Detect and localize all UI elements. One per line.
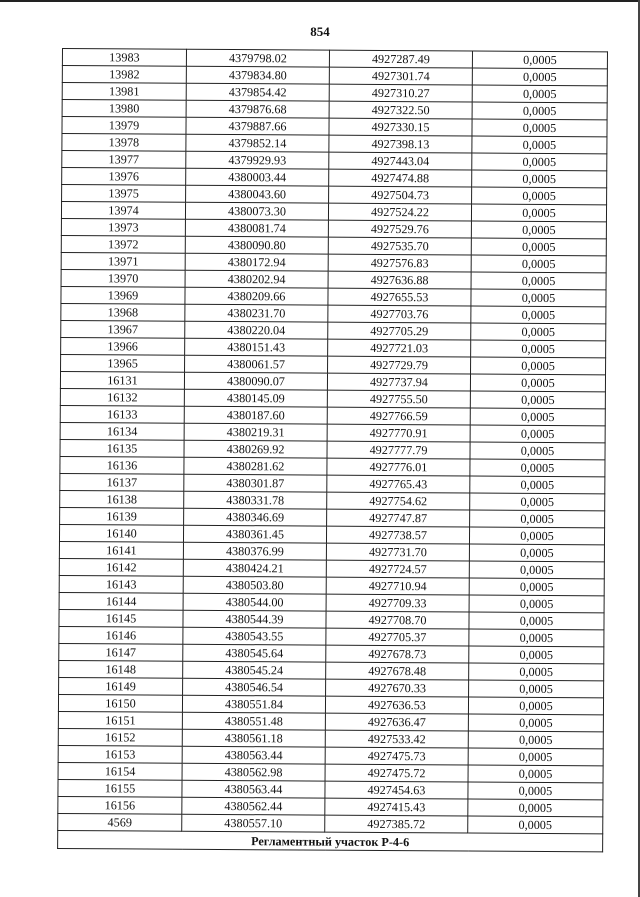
x-coordinate-cell: 4380331.78: [184, 491, 327, 509]
accuracy-cell: 0,0005: [472, 102, 607, 120]
point-number-cell: 16154: [58, 762, 182, 780]
x-coordinate-cell: 4380376.99: [183, 542, 326, 560]
accuracy-cell: 0,0005: [470, 493, 605, 511]
point-number-cell: 13979: [62, 117, 186, 135]
accuracy-cell: 0,0005: [469, 663, 604, 681]
accuracy-cell: 0,0005: [471, 221, 606, 239]
accuracy-cell: 0,0005: [472, 187, 607, 205]
x-coordinate-cell: 4380551.48: [182, 712, 325, 730]
x-coordinate-cell: 4380219.31: [184, 423, 327, 441]
accuracy-cell: 0,0005: [468, 782, 603, 800]
point-number-cell: 16155: [58, 779, 182, 797]
point-number-cell: 16140: [59, 524, 183, 542]
x-coordinate-cell: 4380269.92: [184, 440, 327, 458]
x-coordinate-cell: 4380562.44: [182, 797, 325, 815]
page-number: 854: [310, 24, 330, 39]
y-coordinate-cell: 4927475.72: [325, 764, 468, 782]
y-coordinate-cell: 4927678.73: [326, 645, 469, 663]
point-number-cell: 16153: [58, 745, 182, 763]
point-number-cell: 13971: [61, 252, 185, 270]
point-number-cell: 13972: [61, 235, 185, 253]
x-coordinate-cell: 4380145.09: [184, 389, 327, 407]
y-coordinate-cell: 4927710.94: [326, 577, 469, 595]
accuracy-cell: 0,0005: [470, 408, 605, 426]
x-coordinate-cell: 4380424.21: [183, 559, 326, 577]
point-number-cell: 13978: [62, 134, 186, 152]
y-coordinate-cell: 4927398.13: [329, 135, 472, 153]
point-number-cell: 16139: [60, 507, 184, 525]
point-number-cell: 16156: [58, 796, 182, 814]
x-coordinate-cell: 4380231.70: [185, 304, 328, 322]
accuracy-cell: 0,0005: [471, 204, 606, 222]
x-coordinate-cell: 4380187.60: [184, 406, 327, 424]
accuracy-cell: 0,0005: [472, 170, 607, 188]
y-coordinate-cell: 4927454.63: [325, 781, 468, 799]
y-coordinate-cell: 4927330.15: [329, 118, 472, 136]
x-coordinate-cell: 4380543.55: [183, 627, 326, 645]
accuracy-cell: 0,0005: [472, 85, 607, 103]
x-coordinate-cell: 4379854.42: [186, 83, 329, 101]
x-coordinate-cell: 4380361.45: [183, 525, 326, 543]
point-number-cell: 16133: [60, 405, 184, 423]
accuracy-cell: 0,0005: [471, 323, 606, 341]
y-coordinate-cell: 4927636.47: [325, 713, 468, 731]
point-number-cell: 16135: [60, 439, 184, 457]
x-coordinate-cell: 4380043.60: [186, 185, 329, 203]
x-coordinate-cell: 4380563.44: [182, 746, 325, 764]
x-coordinate-cell: 4380545.64: [183, 644, 326, 662]
accuracy-cell: 0,0005: [471, 238, 606, 256]
y-coordinate-cell: 4927724.57: [326, 560, 469, 578]
accuracy-cell: 0,0005: [471, 340, 606, 358]
point-number-cell: 16137: [60, 473, 184, 491]
point-number-cell: 16152: [58, 728, 182, 746]
accuracy-cell: 0,0005: [468, 714, 603, 732]
y-coordinate-cell: 4927709.33: [326, 594, 469, 612]
accuracy-cell: 0,0005: [472, 153, 607, 171]
point-number-cell: 13982: [62, 66, 186, 84]
x-coordinate-cell: 4380061.57: [185, 355, 328, 373]
x-coordinate-cell: 4380090.80: [185, 236, 328, 254]
accuracy-cell: 0,0005: [470, 391, 605, 409]
point-number-cell: 4569: [58, 813, 182, 831]
section-title: Регламентный участок Р-4-6: [58, 830, 603, 851]
accuracy-cell: 0,0005: [469, 629, 604, 647]
y-coordinate-cell: 4927504.73: [329, 186, 472, 204]
point-number-cell: 16134: [60, 422, 184, 440]
point-number-cell: 13973: [61, 218, 185, 236]
x-coordinate-cell: 4380563.44: [182, 780, 325, 798]
y-coordinate-cell: 4927475.73: [325, 747, 468, 765]
y-coordinate-cell: 4927474.88: [329, 169, 472, 187]
point-number-cell: 16143: [59, 575, 183, 593]
y-coordinate-cell: 4927703.76: [328, 305, 471, 323]
accuracy-cell: 0,0005: [469, 578, 604, 596]
accuracy-cell: 0,0005: [471, 289, 606, 307]
point-number-cell: 16151: [58, 711, 182, 729]
point-number-cell: 13975: [62, 185, 186, 203]
y-coordinate-cell: 4927770.91: [327, 424, 470, 442]
accuracy-cell: 0,0005: [472, 68, 607, 86]
y-coordinate-cell: 4927533.42: [325, 730, 468, 748]
accuracy-cell: 0,0005: [471, 272, 606, 290]
point-number-cell: 13977: [62, 151, 186, 169]
x-coordinate-cell: 4380281.62: [184, 457, 327, 475]
point-number-cell: 16132: [60, 388, 184, 406]
point-number-cell: 13966: [61, 337, 185, 355]
point-number-cell: 16145: [59, 609, 183, 627]
point-number-cell: 16136: [60, 456, 184, 474]
accuracy-cell: 0,0005: [468, 799, 603, 817]
accuracy-cell: 0,0005: [472, 136, 607, 154]
accuracy-cell: 0,0005: [469, 561, 604, 579]
point-number-cell: 16146: [59, 626, 183, 644]
point-number-cell: 13967: [61, 320, 185, 338]
point-number-cell: 13969: [61, 286, 185, 304]
x-coordinate-cell: 4380081.74: [185, 219, 328, 237]
x-coordinate-cell: 4380562.98: [182, 763, 325, 781]
point-number-cell: 16149: [59, 677, 183, 695]
y-coordinate-cell: 4927443.04: [329, 152, 472, 170]
x-coordinate-cell: 4380090.07: [184, 372, 327, 390]
x-coordinate-cell: 4380073.30: [185, 202, 328, 220]
accuracy-cell: 0,0005: [469, 544, 604, 562]
y-coordinate-cell: 4927729.79: [328, 356, 471, 374]
y-coordinate-cell: 4927322.50: [329, 101, 472, 119]
y-coordinate-cell: 4927301.74: [329, 67, 472, 85]
accuracy-cell: 0,0005: [470, 442, 605, 460]
accuracy-cell: 0,0005: [468, 816, 603, 834]
y-coordinate-cell: 4927636.88: [328, 271, 471, 289]
page-top-edge: [0, 0, 640, 2]
accuracy-cell: 0,0005: [468, 748, 603, 766]
y-coordinate-cell: 4927415.43: [325, 798, 468, 816]
y-coordinate-cell: 4927310.27: [329, 84, 472, 102]
x-coordinate-cell: 4380544.00: [183, 593, 326, 611]
point-number-cell: 16138: [60, 490, 184, 508]
y-coordinate-cell: 4927655.53: [328, 288, 471, 306]
y-coordinate-cell: 4927737.94: [327, 373, 470, 391]
point-number-cell: 16141: [59, 541, 183, 559]
x-coordinate-cell: 4379798.02: [186, 49, 329, 67]
accuracy-cell: 0,0005: [471, 306, 606, 324]
y-coordinate-cell: 4927535.70: [328, 237, 471, 255]
x-coordinate-cell: 4380545.24: [183, 661, 326, 679]
accuracy-cell: 0,0005: [471, 255, 606, 273]
y-coordinate-cell: 4927755.50: [327, 390, 470, 408]
x-coordinate-cell: 4380003.44: [186, 168, 329, 186]
x-coordinate-cell: 4380301.87: [184, 474, 327, 492]
x-coordinate-cell: 4380202.94: [185, 270, 328, 288]
x-coordinate-cell: 4379834.80: [186, 66, 329, 84]
accuracy-cell: 0,0005: [469, 680, 604, 698]
accuracy-cell: 0,0005: [469, 527, 604, 545]
point-number-cell: 13980: [62, 100, 186, 118]
x-coordinate-cell: 4380561.18: [182, 729, 325, 747]
y-coordinate-cell: 4927705.29: [328, 322, 471, 340]
y-coordinate-cell: 4927721.03: [328, 339, 471, 357]
y-coordinate-cell: 4927777.79: [327, 441, 470, 459]
point-number-cell: 13965: [61, 354, 185, 372]
point-number-cell: 13983: [62, 49, 186, 67]
y-coordinate-cell: 4927754.62: [327, 492, 470, 510]
y-coordinate-cell: 4927708.70: [326, 611, 469, 629]
accuracy-cell: 0,0005: [469, 612, 604, 630]
accuracy-cell: 0,0005: [469, 595, 604, 613]
x-coordinate-cell: 4380172.94: [185, 253, 328, 271]
accuracy-cell: 0,0005: [468, 697, 603, 715]
y-coordinate-cell: 4927738.57: [326, 526, 469, 544]
y-coordinate-cell: 4927670.33: [326, 679, 469, 697]
accuracy-cell: 0,0005: [469, 646, 604, 664]
x-coordinate-cell: 4380209.66: [185, 287, 328, 305]
y-coordinate-cell: 4927765.43: [327, 475, 470, 493]
y-coordinate-cell: 4927766.59: [327, 407, 470, 425]
x-coordinate-cell: 4380544.39: [183, 610, 326, 628]
x-coordinate-cell: 4379887.66: [186, 117, 329, 135]
point-number-cell: 13981: [62, 83, 186, 101]
x-coordinate-cell: 4380503.80: [183, 576, 326, 594]
x-coordinate-cell: 4380557.10: [182, 814, 325, 832]
x-coordinate-cell: 4380151.43: [185, 338, 328, 356]
y-coordinate-cell: 4927705.37: [326, 628, 469, 646]
point-number-cell: 13968: [61, 303, 185, 321]
point-number-cell: 16150: [58, 694, 182, 712]
x-coordinate-cell: 4379876.68: [186, 100, 329, 118]
point-number-cell: 13974: [61, 202, 185, 220]
y-coordinate-cell: 4927731.70: [326, 543, 469, 561]
accuracy-cell: 0,0005: [472, 51, 607, 69]
table-footer-row: [58, 830, 603, 851]
x-coordinate-cell: 4380546.54: [183, 678, 326, 696]
y-coordinate-cell: 4927529.76: [328, 220, 471, 238]
accuracy-cell: 0,0005: [468, 765, 603, 783]
coordinates-table-body: [58, 49, 608, 834]
accuracy-cell: 0,0005: [470, 459, 605, 477]
accuracy-cell: 0,0005: [472, 119, 607, 137]
y-coordinate-cell: 4927678.48: [326, 662, 469, 680]
accuracy-cell: 0,0005: [471, 357, 606, 375]
x-coordinate-cell: 4379852.14: [186, 134, 329, 152]
point-number-cell: 16144: [59, 592, 183, 610]
accuracy-cell: 0,0005: [470, 374, 605, 392]
point-number-cell: 16148: [59, 660, 183, 678]
point-number-cell: 16142: [59, 558, 183, 576]
accuracy-cell: 0,0005: [468, 731, 603, 749]
accuracy-cell: 0,0005: [470, 476, 605, 494]
y-coordinate-cell: 4927287.49: [329, 50, 472, 68]
accuracy-cell: 0,0005: [470, 425, 605, 443]
x-coordinate-cell: 4379929.93: [186, 151, 329, 169]
y-coordinate-cell: 4927524.22: [328, 203, 471, 221]
y-coordinate-cell: 4927385.72: [325, 815, 468, 833]
y-coordinate-cell: 4927636.53: [325, 696, 468, 714]
y-coordinate-cell: 4927747.87: [327, 509, 470, 527]
y-coordinate-cell: 4927576.83: [328, 254, 471, 272]
y-coordinate-cell: 4927776.01: [327, 458, 470, 476]
x-coordinate-cell: 4380551.84: [182, 695, 325, 713]
accuracy-cell: 0,0005: [470, 510, 605, 528]
point-number-cell: 16131: [60, 371, 184, 389]
point-number-cell: 13970: [61, 269, 185, 287]
coordinates-table: [57, 48, 608, 852]
point-number-cell: 13976: [62, 168, 186, 186]
x-coordinate-cell: 4380346.69: [184, 508, 327, 526]
x-coordinate-cell: 4380220.04: [185, 321, 328, 339]
point-number-cell: 16147: [59, 643, 183, 661]
